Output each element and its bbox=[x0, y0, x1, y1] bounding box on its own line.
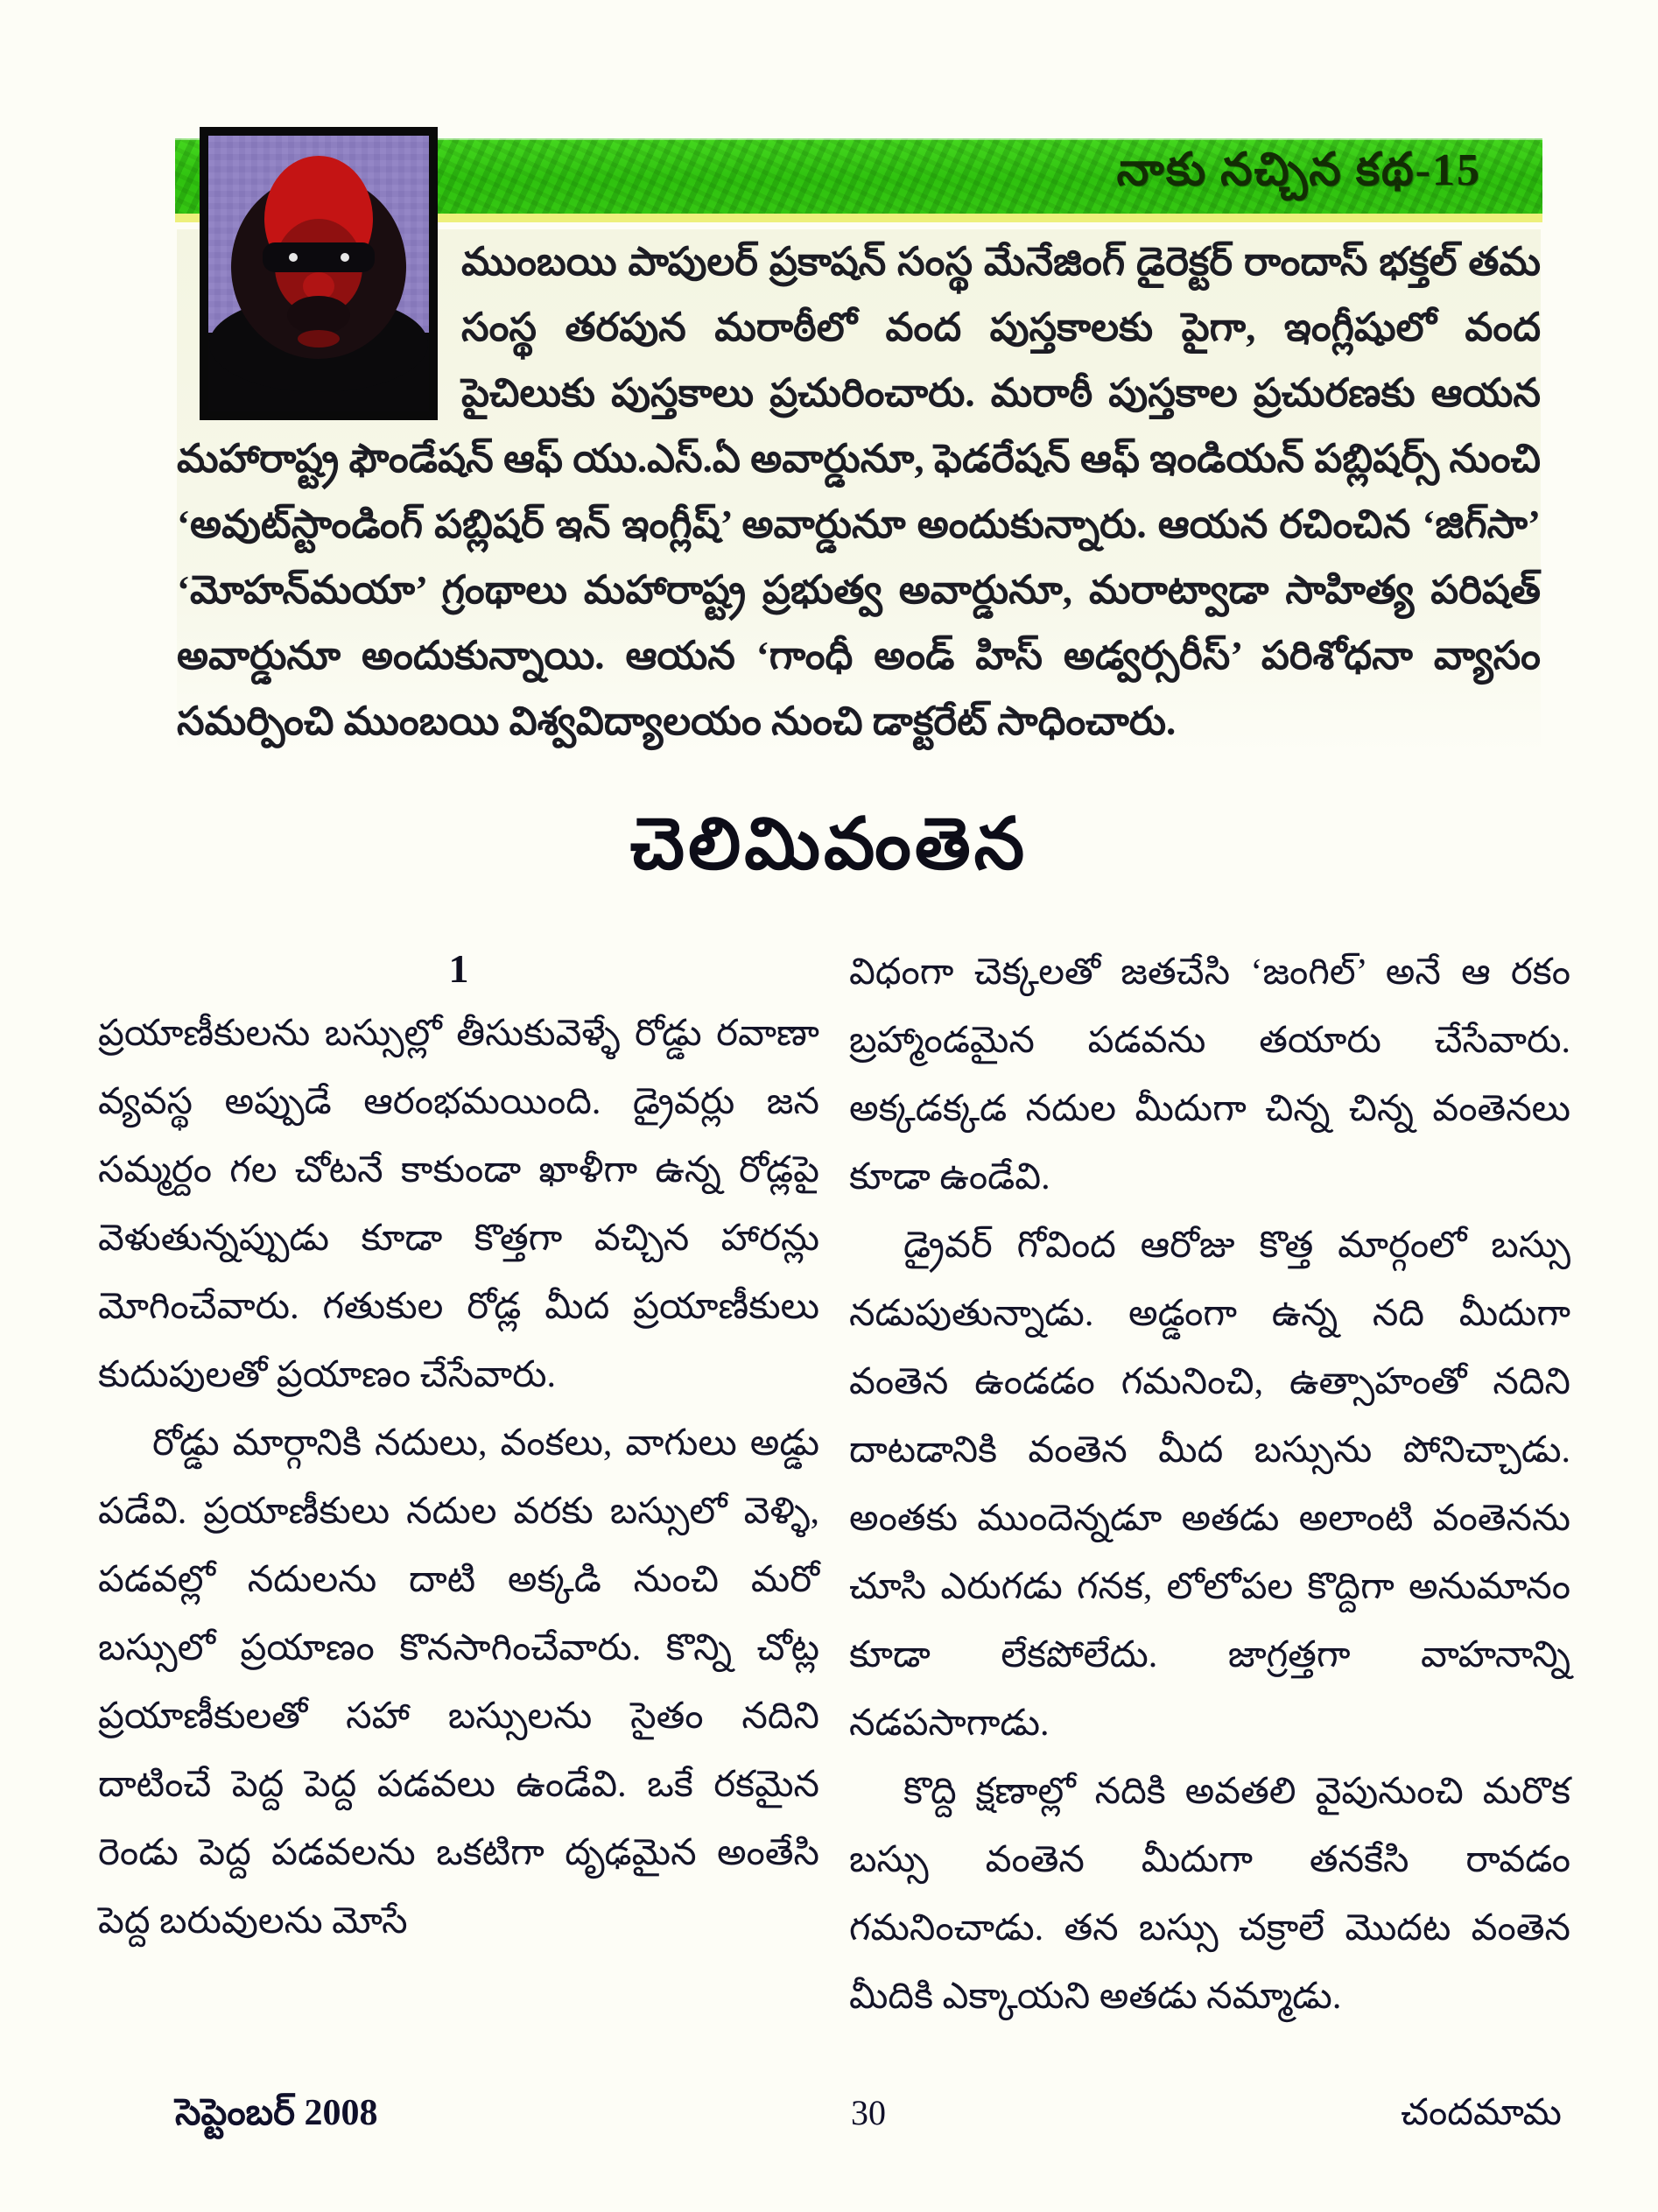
series-title: నాకు నచ్చిన కథ-15 bbox=[1116, 145, 1481, 195]
paragraph: రోడ్డు మార్గానికి నదులు, వంకలు, వాగులు అడ్డు పడేవి. ప్రయాణీకులు నదుల వరకు బస్సులో వెళ్ళి, పడవల్లో నదులను దాటి అక్కడి నుంచి మరో బస్సులో ప్రయాణం కొనసాగించేవారు. కొన్ని చోట్ల ప్రయాణీకులతో సహా బస్సులను సైతం నదిని దాటించే పెద్ద పెద్ద పడవలు ఉండేవి. ఒకే రకమైన రెండు పెద్ద పడవలను ఒకటిగా దృఢమైన అంతేసి పెద్ద బరువులను మోసే bbox=[98, 1423, 819, 1942]
page-footer bbox=[175, 2092, 1562, 2143]
section-number: 1 bbox=[448, 946, 469, 991]
left-column bbox=[98, 938, 819, 2031]
paragraph: డ్రైవర్ గోవింద ఆరోజు కొత్త మార్గంలో బస్సు నడుపుతున్నాడు. అడ్డంగా ఉన్న నది మీదుగా వంతెన ఉండడం గమనించి, ఉత్సాహంతో నదిని దాటడానికి వంతెన మీద బస్సును పోనిచ్చాడు. అంతకు ముందెన్నడూ అతడు అలాంటి వంతెనను చూసి ఎరుగడు గనక, లోలోపల కొద్దిగా అనుమానం కూడా లేకపోలేదు. జాగ్రత్తగా వాహనాన్ని నడపసాగాడు. bbox=[849, 1225, 1570, 1744]
paragraph: ప్రయాణీకులను బస్సుల్లో తీసుకువెళ్ళే రోడ్డు రవాణా వ్యవస్థ అప్పుడే ఆరంభమయింది. డ్రైవర్లు జన సమ్మర్దం గల చోటనే కాకుండా ఖాళీగా ఉన్న రోడ్లపై వెళుతున్నప్పుడు కూడా కొత్తగా వచ్చిన హారన్లు మోగించేవారు. గతుకుల రోడ్ల మీద ప్రయాణీకులు కుదుపులతో ప్రయాణం చేసేవారు. bbox=[98, 1014, 819, 1395]
footer-page-number: 30 bbox=[851, 2093, 886, 2132]
story-title: చెలిమివంతెన bbox=[629, 804, 1029, 884]
footer-issue-date: సెప్టెంబర్ 2008 bbox=[175, 2093, 378, 2133]
author-photo-image bbox=[208, 136, 429, 411]
footer-magazine-name: చందమామ bbox=[1401, 2093, 1562, 2133]
paragraph: విధంగా చెక్కలతో జతచేసి ‘జంగిల్’ అనే ఆ రకం బ్రహ్మాండమైన పడవను తయారు చేసేవారు. అక్కడక్కడ నదుల మీదుగా చిన్న చిన్న వంతెనలు కూడా ఉండేవి. bbox=[849, 952, 1570, 1197]
story-body bbox=[98, 938, 1570, 2031]
paragraph: కొద్ది క్షణాల్లో నదికి అవతలి వైపునుంచి మరొక బస్సు వంతెన మీదుగా తనకేసి రావడం గమనించాడు. తన బస్సు చక్రాలే మొదట వంతెన మీదికి ఎక్కాయని అతడు నమ్మాడు. bbox=[849, 1772, 1570, 2017]
author-intro-text: ముంబయి పాపులర్ ప్రకాషన్ సంస్థ మేనేజింగ్ డైరెక్టర్ రాందాస్ భక్తల్ తమ సంస్థ తరపున మరాఠీలో వంద పుస్తకాలకు పైగా, ఇంగ్లీషులో వంద పైచిలుకు పుస్తకాలు ప్రచురించారు. మరాఠీ పుస్తకాల ప్రచురణకు ఆయన మహారాష్ట్ర ఫౌండేషన్ ఆఫ్ యు.ఎస్.ఏ అవార్డునూ, ఫెడరేషన్ ఆఫ్ ఇండియన్ పబ్లిషర్స్ నుంచి ‘అవుట్‌స్టాండింగ్ పబ్లిషర్ ఇన్ ఇంగ్లీష్’ అవార్డునూ అందుకున్నారు. ఆయన రచించిన ‘జిగ్‌సా’ ‘మోహన్‌మయా’ గ్రంథాలు మహారాష్ట్ర ప్రభుత్వ అవార్డునూ, మరాట్వాడా సాహిత్య పరిషత్ అవార్డునూ అందుకున్నాయి. ఆయన ‘గాంధీ అండ్ హిస్ అడ్వర్సరీస్’ పరిశోధనా వ్యాసం సమర్పించి ముంబయి విశ్వవిద్యాలయం నుంచి డాక్టరేట్ సాధించారు. bbox=[177, 240, 1541, 743]
right-column bbox=[849, 938, 1570, 2031]
author-photo bbox=[200, 127, 438, 420]
